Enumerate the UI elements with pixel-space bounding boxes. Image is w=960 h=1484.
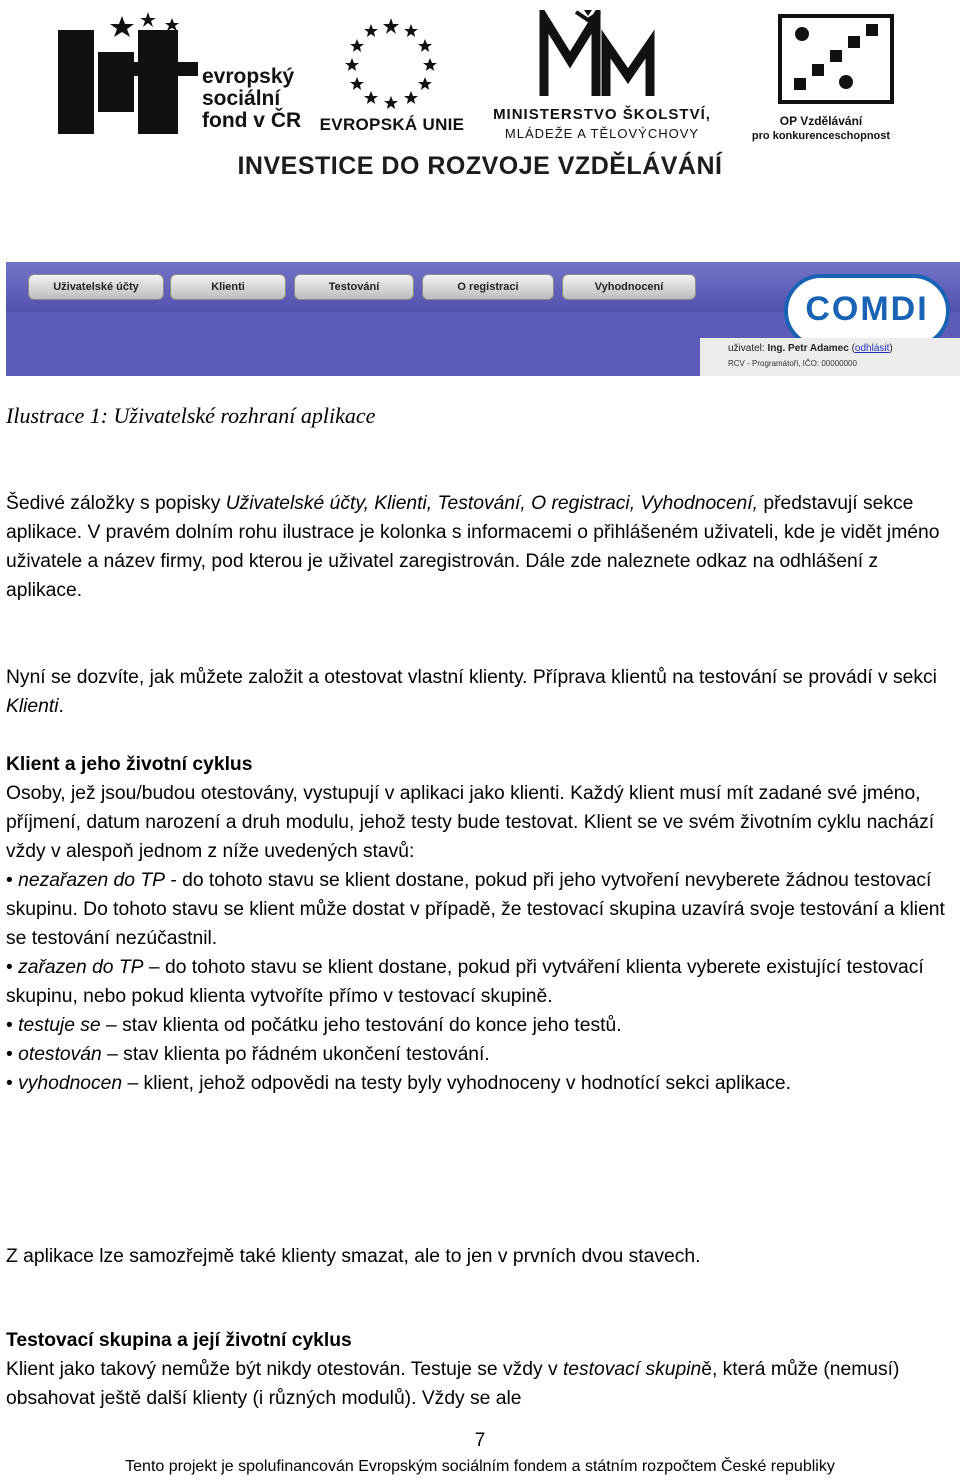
- esf-line: sociální: [202, 87, 281, 110]
- user-info-box: [700, 338, 960, 376]
- bracket-open: (: [851, 343, 855, 354]
- list-item: [6, 866, 946, 953]
- eu-logo: [318, 14, 466, 136]
- section-heading: Testovací skupina a její životní cyklus: [6, 1330, 352, 1351]
- op-line2: pro konkurenceschopnost: [751, 130, 891, 142]
- figure-caption: Ilustrace 1: Uživatelské rozhraní aplikace: [6, 403, 376, 428]
- list-item: [6, 1040, 946, 1069]
- paragraph-test-group: [6, 1355, 946, 1413]
- section-heading: Klient a jeho životní cyklus: [6, 754, 253, 775]
- paragraph-intro: [6, 489, 946, 605]
- text-run: .: [58, 696, 64, 717]
- state-term: otestován: [18, 1044, 102, 1065]
- bullet: •: [6, 870, 13, 891]
- msmt-mark-icon: [536, 10, 666, 100]
- text-run-italic: testovací skupin: [562, 1359, 702, 1380]
- esf-line: evropský: [202, 65, 295, 88]
- text-run: představují sekce aplikace. V pravém dolním rohu ilustrace je kolonka s informacemi o přihlášeném uživateli, kde je vidět jméno uživatele a název firmy, pod kterou je uživatel zaregistrován. Dále zde naleznete odkaz na odhlášení z aplikace.: [6, 493, 940, 601]
- esf-logo: [52, 12, 310, 136]
- state-text: – do tohoto stavu se klient dostane, pokud při vytváření klienta vyberete existující testovací skupinu, nebo pokud klienta vytvoříte přímo v testovací skupině.: [6, 957, 924, 1007]
- op-line1: OP Vzdělávání: [779, 114, 863, 128]
- bullet: •: [6, 1073, 13, 1094]
- op-logo: [736, 12, 906, 142]
- eu-label: EVROPSKÁ UNIE: [319, 115, 465, 134]
- state-text: – stav klienta od počátku jeho testování do konce jeho testů.: [100, 1015, 622, 1036]
- tab-evaluation[interactable]: Vyhodnocení: [562, 274, 696, 300]
- logo-header: [0, 0, 960, 200]
- page-footer: Tento projekt je spolufinancován Evropským sociálním fondem a státním rozpočtem České republiky: [125, 1458, 835, 1475]
- user-prefix: uživatel:: [728, 343, 765, 354]
- state-term: nezařazen do TP: [18, 870, 165, 891]
- user-name: Ing. Petr Adamec: [767, 343, 849, 354]
- list-item: [6, 1011, 946, 1040]
- paragraph-clients: [6, 663, 946, 721]
- state-term: vyhodnocen: [18, 1073, 123, 1094]
- state-text: – klient, jehož odpovědi na testy byly vyhodnoceny v hodnotící sekci aplikace.: [122, 1073, 791, 1094]
- text-run: Nyní se dozvíte, jak můžete založit a otestovat vlastní klienty. Příprava klientů na testování se provádí v sekci: [6, 667, 937, 688]
- tab-testing[interactable]: Testování: [294, 274, 414, 300]
- eu-stars-icon: [338, 14, 444, 110]
- text-run: ě, která může (nemusí) obsahovat ještě další klienty (i různých modulů). Vždy se ale: [6, 1359, 900, 1409]
- state-text: – stav klienta po řádném ukončení testování.: [101, 1044, 490, 1065]
- section-client-lifecycle: [6, 750, 946, 1098]
- text-run: Šedivé záložky s popisky: [6, 493, 226, 514]
- msmt-logo: [472, 10, 732, 140]
- state-term: testuje se: [18, 1015, 101, 1036]
- bullet: •: [6, 957, 13, 978]
- bracket-close: ): [889, 343, 893, 354]
- section-test-group: [6, 1326, 946, 1413]
- comdi-logo: [784, 274, 950, 348]
- state-term: zařazen do TP: [18, 957, 144, 978]
- tab-registration[interactable]: O registraci: [422, 274, 554, 300]
- list-item: [6, 953, 946, 1011]
- paragraph-states-intro: Osoby, jež jsou/budou otestovány, vystupují v aplikaci jako klienti. Každý klient musí mít zadané své jméno, příjmení, datum narození a druh modulu, jehož testy bude testovat. Klient se ve svém životním cyklu nachází vždy v alespoň jednom z níže uvedených stavů:: [6, 783, 935, 862]
- list-item: [6, 1069, 946, 1098]
- esf-mark-icon: [52, 12, 200, 136]
- logout-link[interactable]: odhlásit: [854, 343, 890, 354]
- state-text: - do tohoto stavu se klient dostane, pokud při jeho vytvoření nevyberete žádnou testovací skupinu. Do tohoto stavu se klient může dostat v případě, že testovací skupina uzavírá svoje testování a klient se testování nezúčastnil.: [6, 870, 945, 949]
- msmt-line2: MLÁDEŽE A TĚLOVÝCHOVY: [504, 126, 700, 141]
- esf-line: fond v ČR: [202, 109, 302, 132]
- text-run: Klient jako takový nemůže být nikdy otestován. Testuje se vždy v: [6, 1359, 563, 1380]
- op-mark-icon: [776, 12, 896, 106]
- user-info-line: [728, 343, 893, 354]
- tab-user-accounts[interactable]: Uživatelské účty: [28, 274, 164, 300]
- text-run-italic: Klienti: [6, 696, 59, 717]
- msmt-line1: MINISTERSTVO ŠKOLSTVÍ,: [493, 106, 711, 123]
- page-number: 7: [474, 1430, 486, 1451]
- tab-clients[interactable]: Klienti: [170, 274, 286, 300]
- tagline: INVESTICE DO ROZVOJE VZDĚLÁVÁNÍ: [237, 152, 723, 180]
- company-info: RCV - Programátoři, IČO: 00000000: [728, 359, 857, 368]
- text-run-italic: Uživatelské účty, Klienti, Testování, O registraci, Vyhodnocení,: [225, 493, 758, 514]
- paragraph-delete: Z aplikace lze samozřejmě také klienty smazat, ale to jen v prvních dvou stavech.: [6, 1246, 701, 1267]
- esf-text: [202, 66, 301, 132]
- bullet: •: [6, 1015, 13, 1036]
- app-screenshot: [6, 262, 960, 376]
- bullet: •: [6, 1044, 13, 1065]
- comdi-brand: COMDI: [805, 290, 929, 328]
